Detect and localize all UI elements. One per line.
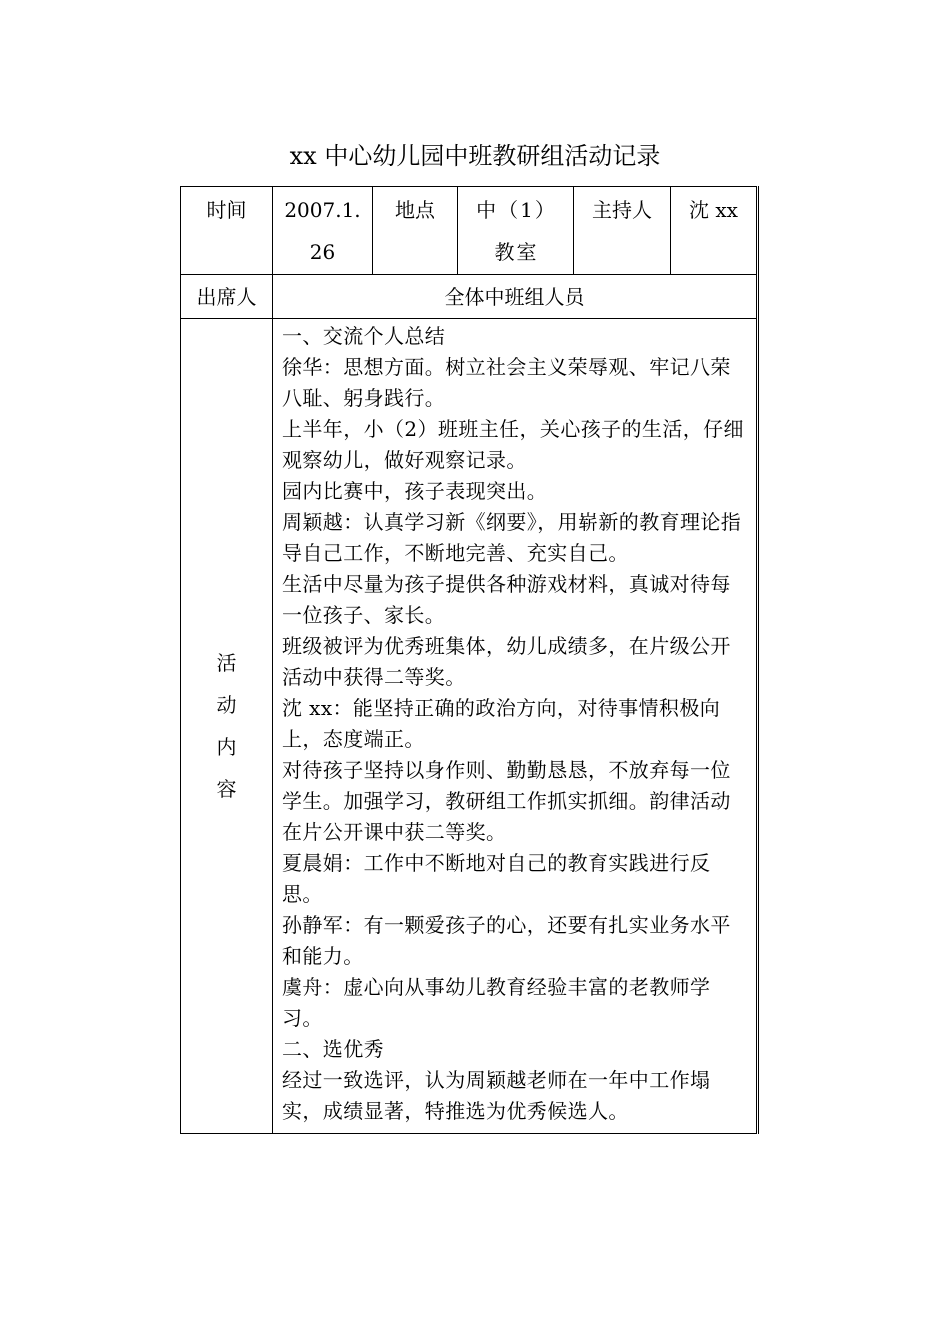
content-paragraph: 对待孩子坚持以身作则、勤勤恳恳，不放弃每一位学生。加强学习，教研组工作抓实抓细。韵律活动在片公开课中获二等奖。	[282, 758, 731, 844]
content-label-cell	[181, 319, 273, 1134]
content-paragraph: 班级被评为优秀班集体，幼儿成绩多，在片级公开活动中获得二等奖。	[282, 634, 731, 689]
content-paragraph: 上半年，小（2）班班主任，关心孩子的生活，仔细观察幼儿，做好观察记录。	[282, 417, 744, 472]
attendees-label: 出席人	[196, 284, 257, 309]
content-paragraph: 一、交流个人总结	[282, 324, 446, 348]
place-value: 中（1）教室	[476, 198, 557, 264]
attendees-value: 全体中班组人员	[444, 284, 585, 309]
content-paragraph: 园内比赛中，孩子表现突出。	[282, 479, 548, 503]
content-paragraph: 孙静军：有一颗爱孩子的心，还要有扎实业务水平和能力。	[282, 913, 731, 968]
content-paragraph: 生活中尽量为孩子提供各种游戏材料，真诚对待每一位孩子、家长。	[282, 572, 731, 627]
host-value-cell	[671, 187, 758, 275]
attendees-value-cell	[273, 275, 758, 319]
time-label: 时间	[206, 198, 247, 222]
attendees-row	[181, 275, 758, 319]
place-value-cell	[458, 187, 574, 275]
content-paragraph: 二、选优秀	[282, 1037, 384, 1061]
place-label: 地点	[395, 198, 435, 222]
host-label-cell	[574, 187, 671, 275]
content-paragraph: 沈 xx：能坚持正确的政治方向，对待事情积极向上，态度端正。	[282, 696, 721, 751]
host-value: 沈 xx	[689, 198, 738, 222]
content-label-char: 容	[216, 777, 237, 801]
content-paragraph: 周颖越：认真学习新《纲要》，用崭新的教育理论指导自己工作，不断地完善、充实自己。	[282, 510, 742, 565]
activity-record-table	[180, 186, 759, 1134]
content-paragraph: 经过一致选评，认为周颖越老师在一年中工作塌实，成绩显著，特推选为优秀候选人。	[282, 1068, 711, 1123]
place-label-cell	[373, 187, 458, 275]
header-row	[181, 187, 758, 275]
document-title: xx 中心幼儿园中班教研组活动记录	[289, 142, 661, 170]
content-label-char: 动	[216, 693, 237, 717]
content-label-char: 内	[216, 735, 237, 759]
time-label-cell	[181, 187, 273, 275]
time-value-cell	[273, 187, 373, 275]
content-body-cell	[273, 319, 758, 1134]
content-label	[217, 642, 237, 810]
content-row	[181, 319, 758, 1134]
content-label-char: 活	[216, 651, 237, 675]
content-paragraph: 徐华：思想方面。树立社会主义荣辱观、牢记八荣八耻、躬身践行。	[282, 355, 731, 410]
attendees-label-cell	[181, 275, 273, 319]
content-paragraph: 虞舟：虚心向从事幼儿教育经验丰富的老教师学习。	[282, 975, 711, 1030]
time-value: 2007.1.26	[284, 198, 361, 264]
content-paragraph: 夏晨娟：工作中不断地对自己的教育实践进行反思。	[282, 851, 711, 906]
host-label: 主持人	[592, 198, 652, 222]
